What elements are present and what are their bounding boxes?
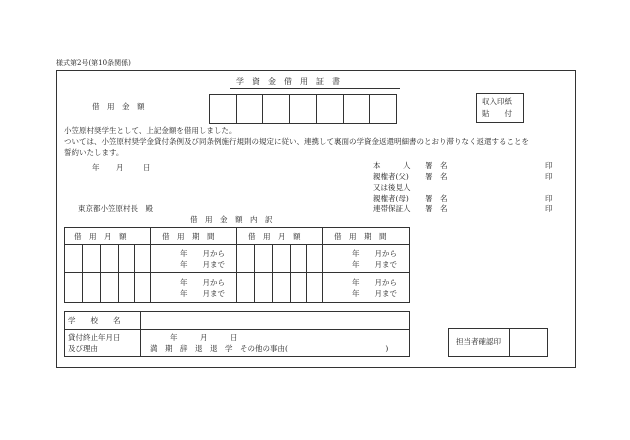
date-year: 年 [92,163,100,172]
digit-divider [254,244,255,302]
digit-box[interactable] [290,95,317,124]
signatory-role: 本 人 [373,161,411,170]
period-to: 年 月まで [352,289,397,298]
signatory-sign: 署 名 [425,194,448,203]
loan-amount-digit-boxes [209,94,397,124]
digit-divider [82,244,83,302]
signatory-role: 又は後見人 [373,183,411,192]
header-monthly-amount-1: 借 用 月 額 [74,232,127,241]
school-name-label: 学 校 名 [68,316,121,325]
signatory-role: 親権者(母) [373,194,409,203]
digit-box[interactable] [370,95,397,124]
header-period-2: 借 用 期 間 [334,232,387,241]
digit-divider [100,244,101,302]
loan-amount-label: 借 用 金 額 [92,102,145,111]
stamp-box-line2: 貼 付 [482,109,512,118]
officer-label: 担当者確認印 [456,337,501,346]
digit-divider [272,244,273,302]
digit-box[interactable] [316,95,343,124]
stamp-box-line1: 収入印紙 [482,97,512,106]
end-date-value: 年 月 日 [170,333,238,342]
period-from: 年 月から [352,278,397,287]
signatory-sign: 署 名 [425,161,448,170]
digit-divider [118,244,119,302]
breakdown-title: 借 用 金 額 内 訳 [190,215,273,224]
signatory-seal: 印 [545,194,553,203]
digit-divider [306,244,307,302]
digit-box[interactable] [236,95,263,124]
body-line-1: 小笠原村奨学生として、上記金額を借用しました。 [64,126,237,135]
digit-box[interactable] [343,95,370,124]
signatory-sign: 署 名 [425,204,448,213]
signatory-seal: 印 [545,172,553,181]
form-title: 学 資 金 借 用 証 書 [236,77,340,86]
period-to: 年 月まで [180,289,225,298]
addressee: 東京都小笠原村長 殿 [78,204,153,213]
signatory-seal: 印 [545,161,553,170]
end-date-label-line2: 及び理由 [68,344,98,353]
header-period-1: 借 用 期 間 [162,232,215,241]
column-divider [140,311,141,356]
digit-box[interactable] [263,95,290,124]
end-date-label-line1: 貸付終止年月日 [68,333,121,342]
date-day: 日 [143,163,151,172]
signatory-role: 連帯保証人 [373,204,411,213]
column-divider [236,227,237,302]
title-underline [230,88,400,89]
digit-divider [290,244,291,302]
column-divider [509,328,510,356]
signatory-seal: 印 [545,204,553,213]
row-divider [64,329,409,330]
period-from: 年 月から [180,278,225,287]
signatory-sign: 署 名 [425,172,448,181]
form-number: 様式第2号(第10条関係) [56,59,131,67]
digit-divider [134,244,135,302]
digit-box[interactable] [210,95,237,124]
signatory-role: 親権者(父) [373,172,409,181]
column-divider [150,227,151,302]
column-divider [322,227,323,302]
end-reasons: 満 期 辞 退 退 学 その他の事由( ) [150,344,389,353]
date-month: 月 [116,163,124,172]
header-monthly-amount-2: 借 用 月 額 [248,232,301,241]
period-from: 年 月から [352,249,397,258]
period-from: 年 月から [180,249,225,258]
period-to: 年 月まで [352,260,397,269]
body-line-3: 誓約いたします。 [64,148,124,157]
body-line-2: ついては、小笠原村奨学金貸付条例及び同条例施行規則の規定に従い、連携して裏面の学資金返還明細書のとおり滞りなく返還することを [64,137,529,146]
period-to: 年 月まで [180,260,225,269]
